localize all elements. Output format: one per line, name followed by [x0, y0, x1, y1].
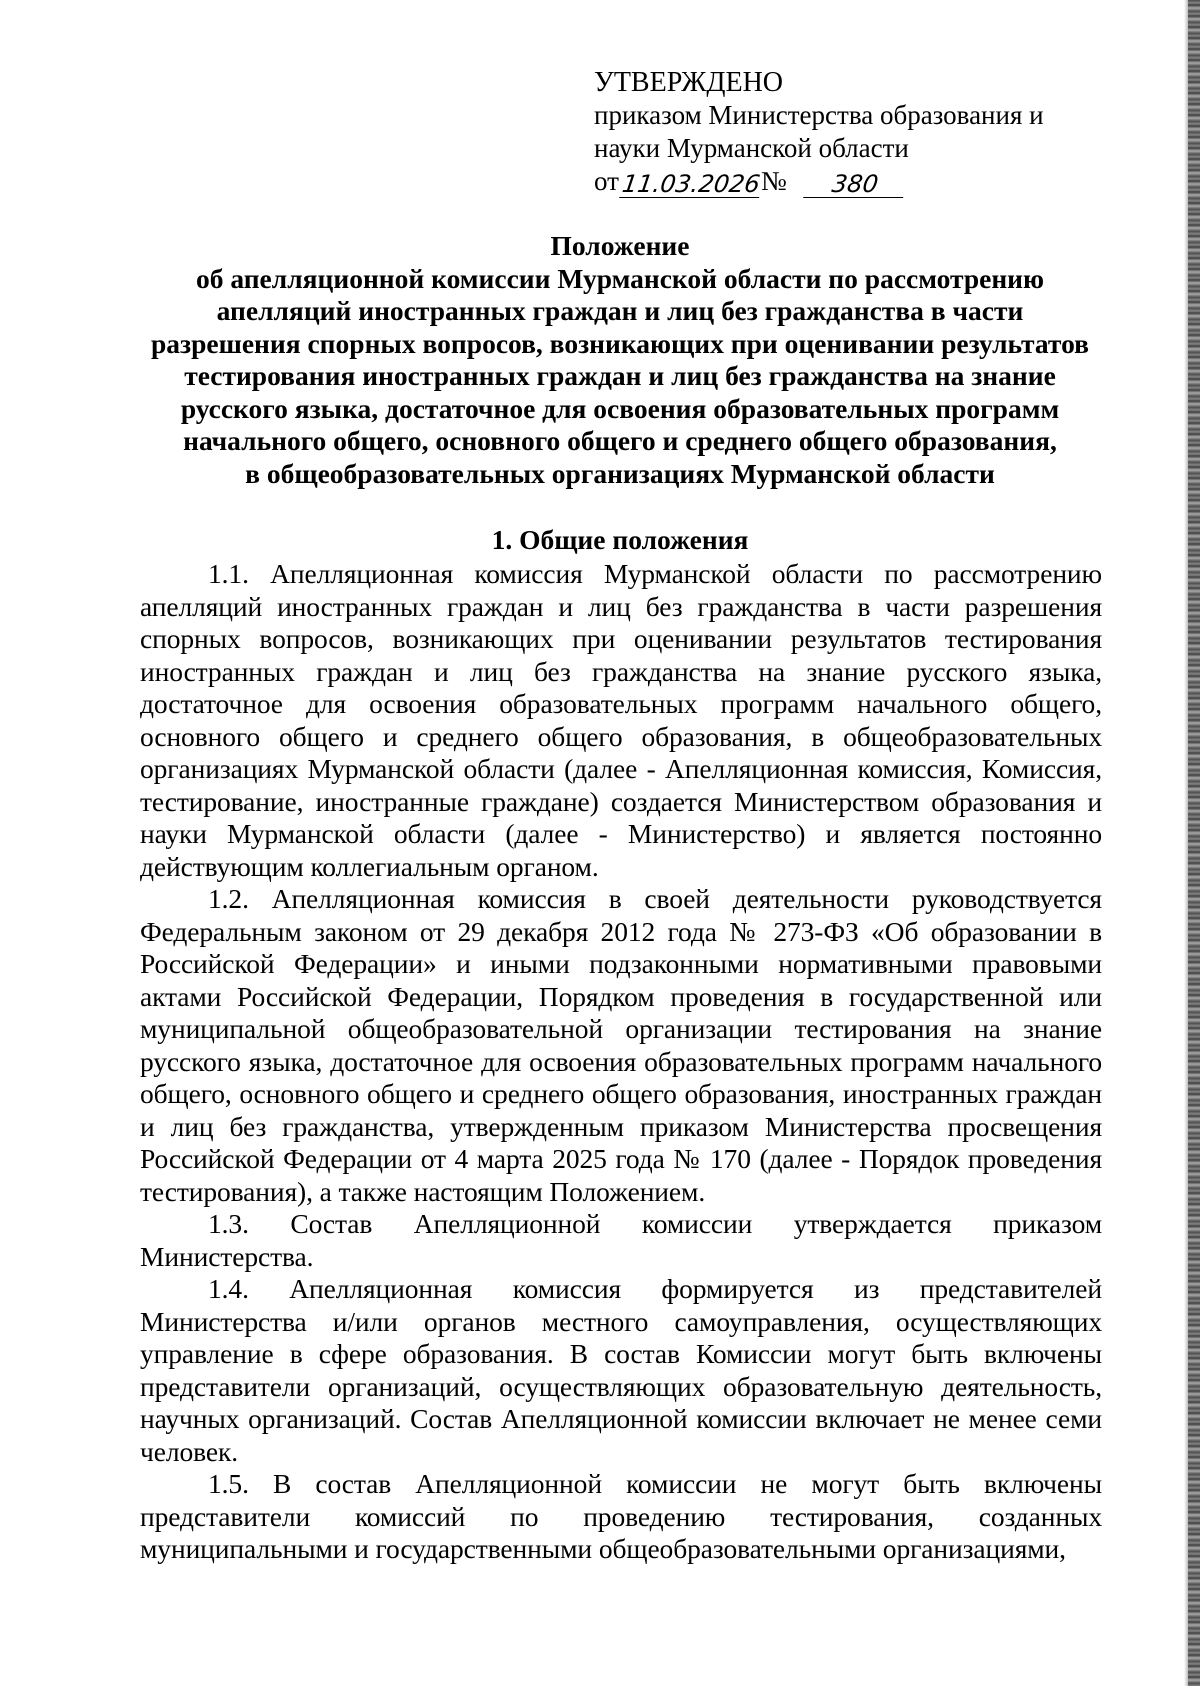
title-line-4: разрешения спорных вопросов, возникающих при оценивании результатов [151, 327, 1089, 359]
title-line-1: Положение [550, 230, 690, 261]
paragraph-1-4: 1.4. Апелляционная комиссия формируется из представителей Министерства и/или органов местного самоуправления, осуществляющих управление в сфере образования. В состав Комиссии могут быть включены представители организаций, осуществляющих образовательную деятельность, научных организаций. Состав Апелляционной комиссии включает не менее семи человек. [140, 1273, 1102, 1467]
approval-number-handwritten: 380 [803, 171, 907, 198]
paragraph-1-1: 1.1. Апелляционная комиссия Мурманской области по рассмотрению апелляций иностранных граждан и лиц без гражданства в части разрешения спорных вопросов, возникающих при оценивании результатов тестирования иностранных граждан и лиц без гражданства на знание русского языка, достаточное для освоения образовательных программ начального общего, основного общего и среднего общего образования, в общеобразовательных организациях Мурманской области (далее - Апелляционная комиссия, Комиссия, тестирование, иностранные граждане) создается Министерством образования и науки Мурманской области (далее - Министерство) и является постоянно действующим коллегиальным органом. [140, 558, 1102, 882]
approval-line-1: приказом Министерства образования и [594, 100, 1044, 130]
title-line-7: начального общего, основного общего и среднего общего образования, [183, 425, 1057, 456]
title-line-6: русского языка, достаточное для освоения образовательных программ [180, 392, 1060, 424]
paragraph-1-3: 1.3. Состав Апелляционной комиссии утверждается приказом Министерства. [140, 1208, 1102, 1272]
approval-heading: УТВЕРЖДЕНО [594, 67, 784, 98]
approval-date-handwritten: 11.03.2026 [620, 170, 762, 198]
paragraph-1-2: 1.2. Апелляционная комиссия в своей деятельности руководствуется Федеральным законом от 29 декабря 2012 года № 273-ФЗ «Об образовании в Российской Федерации» и иными подзаконными нормативными правовыми актами Российской Федерации, Порядком проведения в государственной или муниципальной общеобразовательной организации тестирования на знание русского языка, достаточное для освоения образовательных программ начального общего, основного общего и среднего общего образования, иностранных граждан и лиц без гражданства, утвержденным приказом Министерства просвещения Российской Федерации от 4 марта 2025 года № 170 (далее - Порядок проведения тестирования), а также настоящим Положением. [140, 883, 1102, 1207]
title-line-5: тестирования иностранных граждан и лиц без гражданства на знание [184, 360, 1056, 391]
section-heading: 1. Общие положения [491, 524, 749, 555]
title-line-2: об апелляционной комиссии Мурманской области по рассмотрению [195, 262, 1045, 294]
approval-stamp-block [594, 66, 1114, 198]
section-body [140, 558, 1102, 1566]
scan-edge-artifact [1188, 0, 1200, 1686]
approval-date-prefix: от [594, 166, 619, 196]
approval-date-row [594, 165, 1114, 198]
approval-line-2: науки Мурманской области [594, 133, 909, 163]
title-line-3: апелляций иностранных граждан и лиц без гражданства в части [216, 295, 1024, 326]
paragraph-1-5: 1.5. В состав Апелляционной комиссии не могут быть включены представители комиссий по проведению тестирования, созданных муниципальными и государственными общеобразовательными организациями, [140, 1468, 1102, 1564]
document-title [120, 230, 1120, 490]
approval-number-sign: № [760, 166, 787, 196]
title-line-8: в общеобразовательных организациях Мурманской области [245, 457, 995, 489]
